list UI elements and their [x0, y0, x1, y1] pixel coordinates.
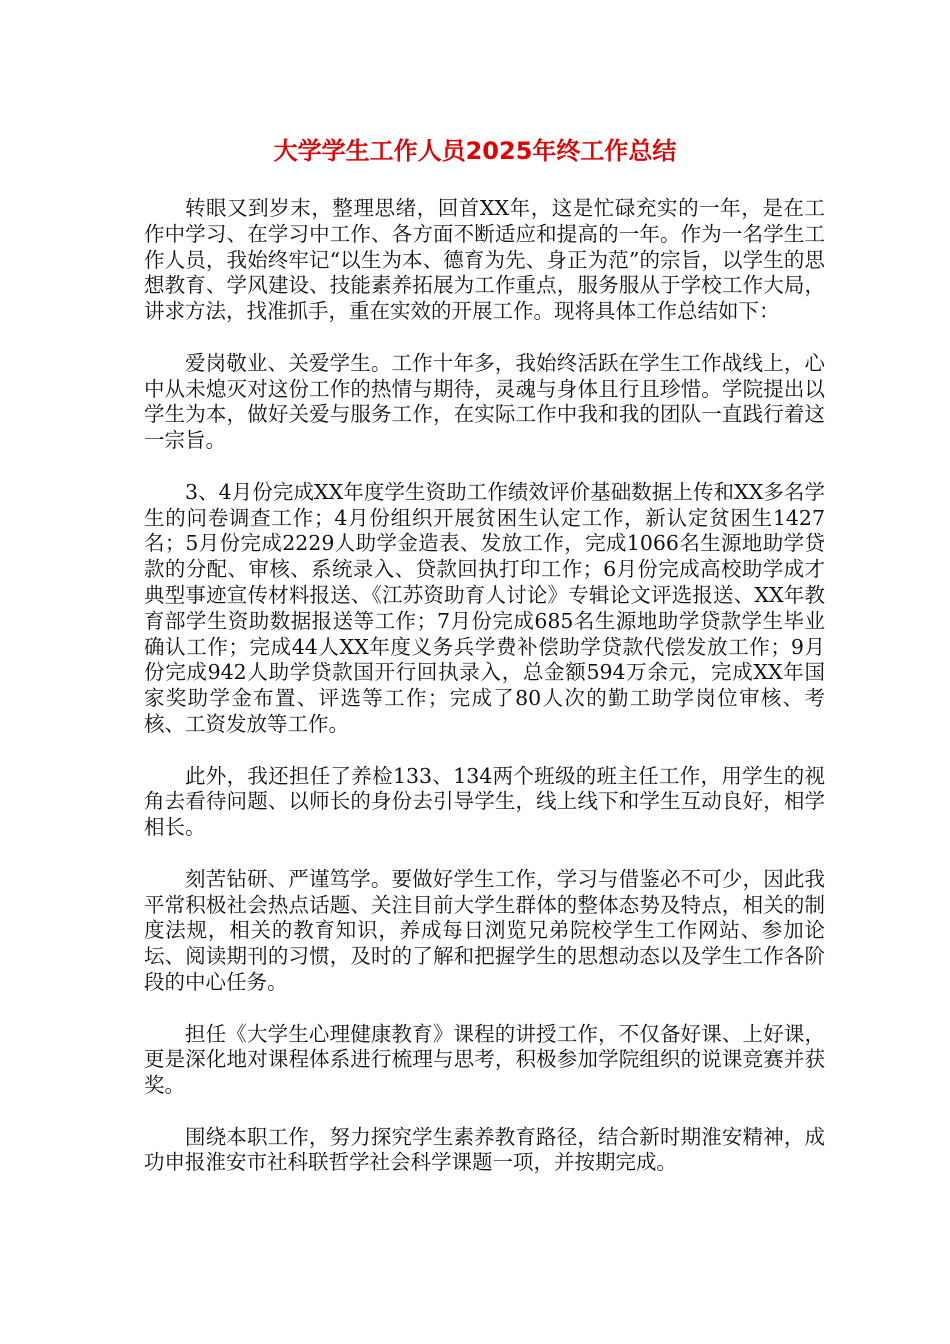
paragraph-research: 围绕本职工作，努力探究学生素养教育路径，结合新时期淮安精神，成功申报淮安市社科联哲学社会科学课题一项，并按期完成。: [144, 1124, 825, 1175]
paragraph-financial-aid-work: 3、4月份完成XX年度学生资助工作绩效评价基础数据上传和XX多名学生的问卷调查工作；4月份组织开展贫困生认定工作，新认定贫困生1427名；5月份完成2229人助学金造表、发放工作，完成1066名生源地助学贷款的分配、审核、系统录入、贷款回执打印工作；6月份完成高校助学成才典型事迹宣传材料报送、《江苏资助育人讨论》专辑论文评选报送、XX年教育部学生资助数据报送等工作；7月份完成685名生源地助学贷款学生毕业确认工作；完成44人XX年度义务兵学费补偿助学贷款代偿发放工作；9月份完成942人助学贷款国开行回执录入，总金额594万余元，完成XX年国家奖助学金布置、评选等工作；完成了80人次的勤工助学岗位审核、考核、工资发放等工作。: [144, 479, 825, 736]
paragraph-class-advisor: 此外，我还担任了养检133、134两个班级的班主任工作，用学生的视角去看待问题、以师长的身份去引导学生，线上线下和学生互动良好，相学相长。: [144, 763, 825, 840]
document-title: 大学学生工作人员2025年终工作总结: [273, 137, 677, 165]
paragraph-teaching: 担任《大学生心理健康教育》课程的讲授工作，不仅备好课、上好课，更是深化地对课程体系进行梳理与思考，积极参加学院组织的说课竞赛并获奖。: [144, 1021, 825, 1098]
document-body: [144, 196, 825, 1202]
paragraph-study: 刻苦钻研、严谨笃学。要做好学生工作，学习与借鉴必不可少，因此我平常积极社会热点话题、关注目前大学生群体的整体态势及特点，相关的制度法规，相关的教育知识，养成每日浏览兄弟院校学生工作网站、参加论坛、阅读期刊的习惯，及时的了解和把握学生的思想动态以及学生工作各阶段的中心任务。: [144, 866, 825, 994]
paragraph-intro: 转眼又到岁末，整理思绪，回首XX年，这是忙碌充实的一年，是在工作中学习、在学习中工作、各方面不断适应和提高的一年。作为一名学生工作人员，我始终牢记“以生为本、德育为先、身正为范”的宗旨，以学生的思想教育、学风建设、技能素养拓展为工作重点，服务服从于学校工作大局，讲求方法，找准抓手，重在实效的开展工作。现将具体工作总结如下：: [144, 196, 825, 324]
paragraph-dedication: 爱岗敬业、关爱学生。工作十年多，我始终活跃在学生工作战线上，心中从未熄灭对这份工作的热情与期待，灵魂与身体且行且珍惜。学院提出以学生为本，做好关爱与服务工作，在实际工作中我和我的团队一直践行着这一宗旨。: [144, 350, 825, 453]
